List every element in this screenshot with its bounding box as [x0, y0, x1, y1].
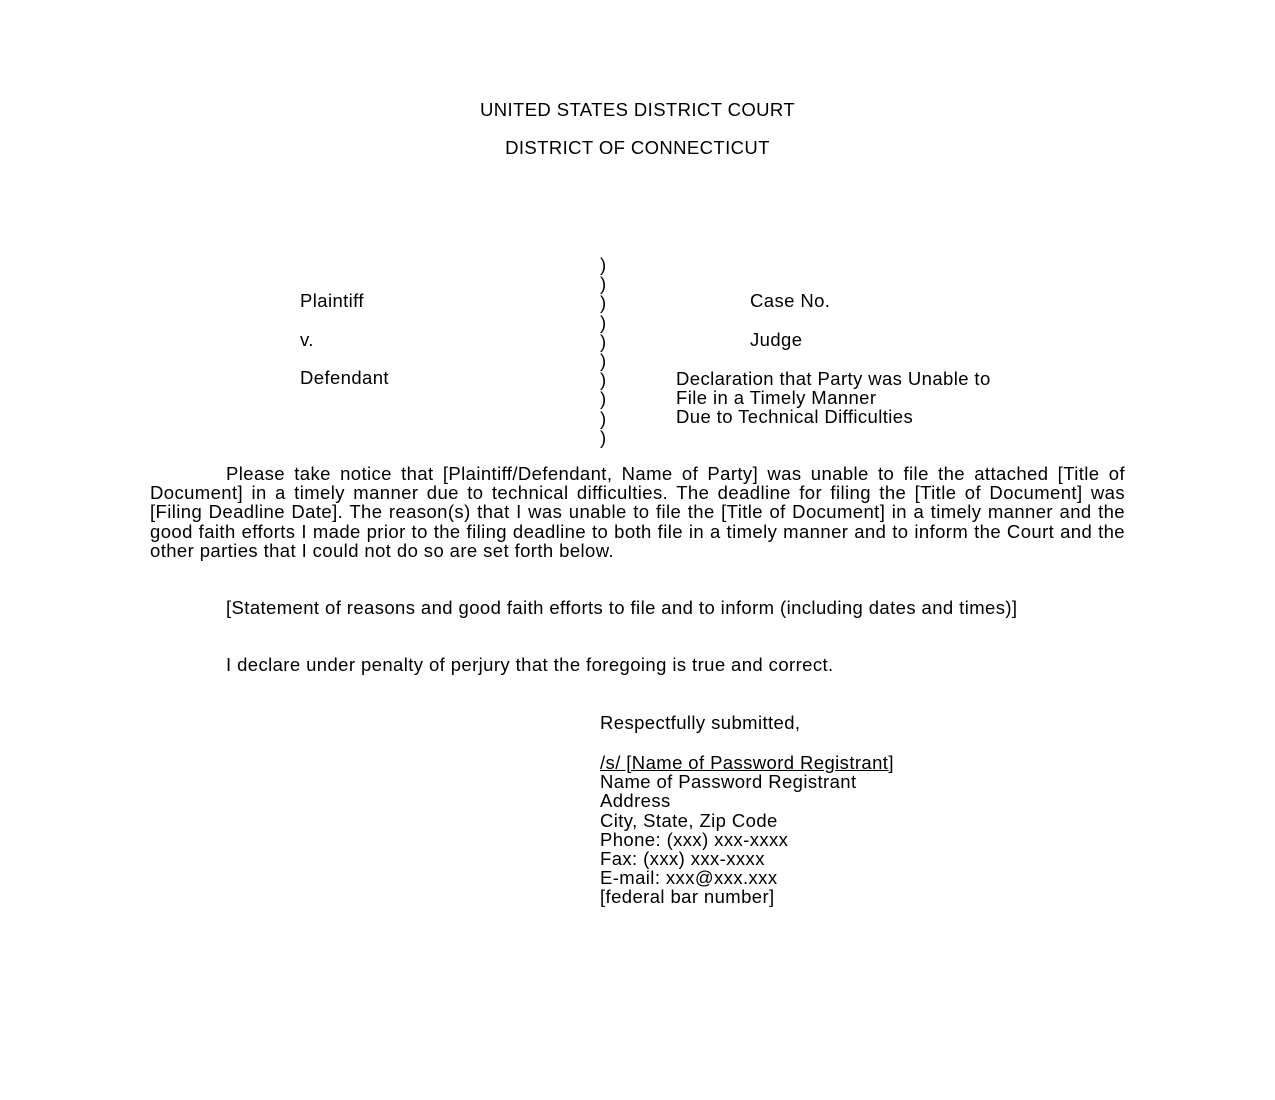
caption-paren: )	[600, 388, 607, 410]
registrant-bar-number: [federal bar number]	[600, 886, 775, 908]
caption-paren: )	[600, 292, 607, 314]
caption-paren: )	[600, 311, 607, 333]
caption-paren: )	[600, 407, 607, 429]
court-district: DISTRICT OF CONNECTICUT	[505, 137, 770, 158]
signature-line: /s/ [Name of Password Registrant]	[600, 752, 894, 773]
document-title-line: Due to Technical Difficulties	[676, 406, 914, 428]
declaration-paragraph: I declare under penalty of perjury that the foregoing is true and correct.	[226, 654, 834, 675]
plaintiff-label: Plaintiff	[300, 290, 364, 311]
caption-paren: )	[600, 330, 607, 352]
registrant-city-state-zip: City, State, Zip Code	[600, 809, 778, 831]
registrant-address: Address	[600, 790, 671, 812]
caption-paren: )	[600, 254, 607, 275]
registrant-fax: Fax: (xxx) xxx-xxxx	[600, 848, 765, 870]
registrant-phone: Phone: (xxx) xxx-xxxx	[600, 828, 789, 850]
closing: Respectfully submitted,	[600, 712, 801, 733]
defendant-label: Defendant	[300, 367, 389, 388]
statement-paragraph: [Statement of reasons and good faith efforts to file and to inform (including dates and times)]	[226, 597, 1018, 618]
caption-divider	[600, 255, 607, 447]
versus-label: v.	[300, 329, 314, 350]
registrant-name: Name of Password Registrant	[600, 771, 857, 793]
court-name: UNITED STATES DISTRICT COURT	[479, 99, 796, 120]
document-title-line: File in a Timely Manner	[676, 387, 877, 409]
judge-label: Judge	[750, 329, 803, 350]
document-title	[676, 369, 991, 427]
registrant-email: E-mail: xxx@xxx.xxx	[600, 867, 778, 889]
caption-paren: )	[600, 369, 607, 391]
case-number-label: Case No.	[750, 290, 831, 311]
signature-block	[600, 753, 894, 907]
caption-paren: )	[600, 350, 607, 372]
notice-paragraph: Please take notice that [Plaintiff/Defendant, Name of Party] was unable to file the attached [Title of Document] in a timely manner due to technical difficulties. The deadline for filing the [Title of Document] was [Filing Deadline Date]. The reason(s) that I was unable to file the [Title of Document] in a timely manner and the good faith efforts I made prior to the filing deadline to both file in a timely manner and to inform the Court and the other parties that I could not do so are set forth below.	[150, 463, 1125, 561]
caption-paren: )	[600, 273, 607, 295]
document-title-line: Declaration that Party was Unable to	[676, 368, 991, 389]
caption-paren: )	[600, 426, 607, 448]
